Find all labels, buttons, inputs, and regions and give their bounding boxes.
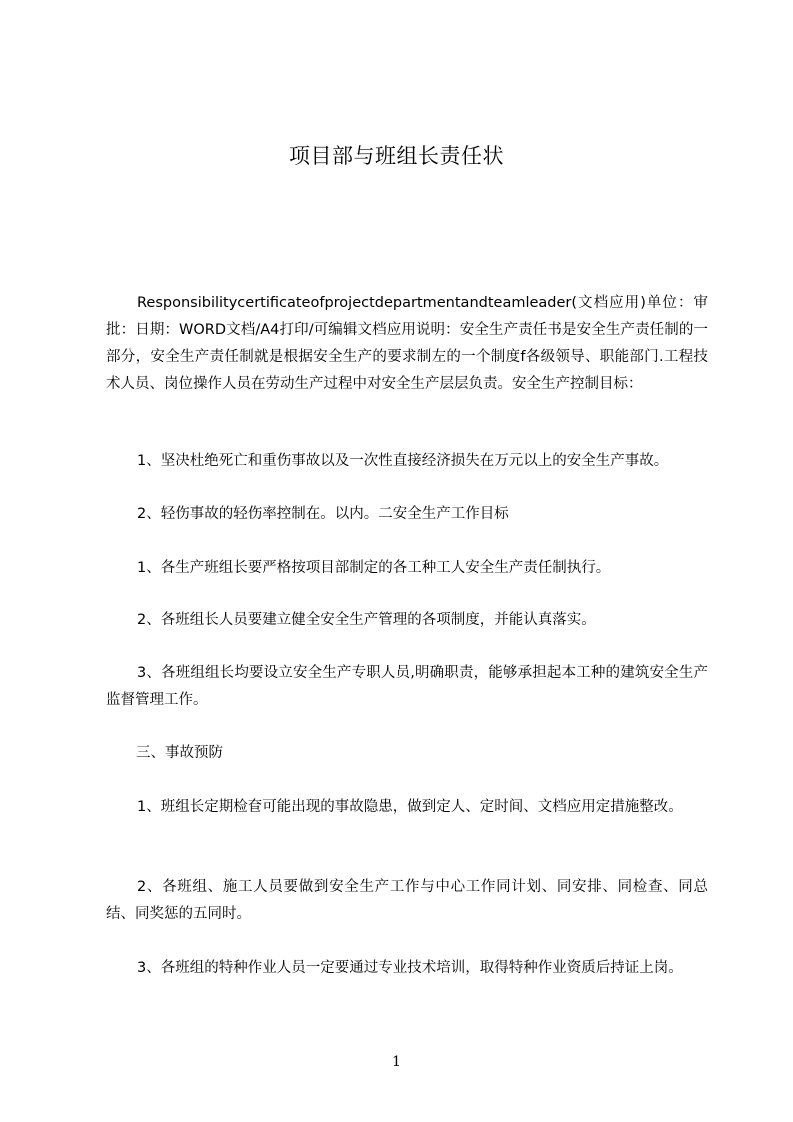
document-title: 项目部与班组长责任状 (289, 144, 504, 168)
paragraph-item: 3、各班组的特种作业人员一定要通过专业技术培训，取得特种作业资质后持证上岗。 (137, 960, 683, 976)
paragraph-item: 1、班组长定期检奆可能出现的事故隐患，做到定人、定时间、文档应用定措施整改。 (137, 799, 683, 815)
paragraph-item: 2、轻伤事故的轻伤率控制在。以内。二安全生产工作目标 (137, 506, 509, 522)
section-heading: 三、事故预防 (136, 745, 223, 761)
intro-paragraph: Responsibilitycertificateofprojectdepartmentandteamleader(文档应用)单位：审批：日期：WORD文档/A4打印/可编辑文档应用说明：安全生产责任书是安全生产责任制的一部分，安全生产责任制就是根据安全生产的要求制左的一个制度f各级领导、职能部门.工程技术人员、岗位操作人员在劳动生产过程中对安全生产层层负责。安全生产控制目标： (106, 295, 708, 392)
page-number: 1 (392, 1054, 401, 1070)
paragraph-item: 1、各生产班组长要严格按项目部制定的各工种工人安全生产责任制执行。 (137, 560, 611, 576)
paragraph-item: 2、各班组长人员要建立健全安全生产管理的各项制度，并能认真落实。 (137, 612, 596, 628)
paragraph-item: 1、坚决杜绝死亡和重伤事故以及一次性直接经济损失在万元以上的安全生产事故。 (137, 453, 669, 469)
paragraph-item: 3、各班组组长均要设立安全生产专职人员,明确职责，能够承担起本工种的建筑安全生产监督管理工作。 (106, 665, 708, 708)
paragraph-item: 2、各班组、施工人员要做到安全生产工作与中心工作同计划、同安排、同检查、同总结、同奖惩的五同时。 (106, 879, 708, 922)
